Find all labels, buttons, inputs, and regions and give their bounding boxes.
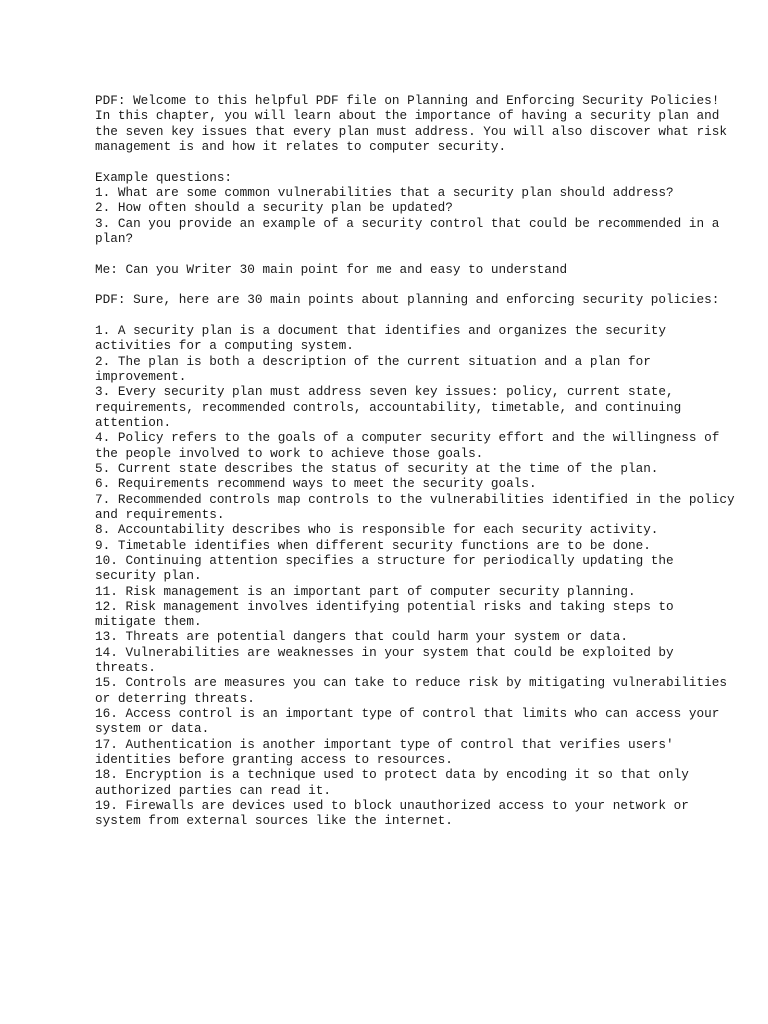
- main-point: 10. Continuing attention specifies a structure for periodically updating the security plan.: [95, 552, 682, 584]
- main-point: 13. Threats are potential dangers that could harm your system or data.: [95, 629, 628, 645]
- document-page: [95, 93, 743, 844]
- main-point: 15. Controls are measures you can take to reduce risk by mitigating vulnerabilities or deterring threats.: [95, 675, 735, 706]
- main-point: 3. Every security plan must address seven key issues: policy, current state, requirements, recommended controls, accountability, timetable, and continuing attention.: [95, 384, 689, 430]
- example-question: 2. How often should a security plan be updated?: [95, 200, 453, 216]
- main-point: 8. Accountability describes who is responsible for each security activity.: [95, 522, 659, 538]
- main-point: 9. Timetable identifies when different security functions are to be done.: [95, 537, 651, 553]
- me-prompt: Me: Can you Writer 30 main point for me and easy to understand: [95, 261, 568, 277]
- main-point: 6. Requirements recommend ways to meet the security goals.: [95, 476, 537, 492]
- main-point: 1. A security plan is a document that identifies and organizes the security activities for a computing system.: [95, 322, 674, 354]
- example-question: 1. What are some common vulnerabilities that a security plan should address?: [95, 184, 674, 200]
- main-point: 11. Risk management is an important part of computer security planning.: [95, 583, 636, 599]
- pdf-reply: PDF: Sure, here are 30 main points about planning and enforcing security policies:: [95, 292, 720, 308]
- example-question: 3. Can you provide an example of a security control that could be recommended in a plan?: [95, 215, 727, 246]
- examples-heading: Example questions:: [95, 169, 233, 185]
- main-point: 7. Recommended controls map controls to the vulnerabilities identified in the policy and requirements.: [95, 491, 743, 522]
- main-point: 16. Access control is an important type of control that limits who can access your system or data.: [95, 706, 727, 737]
- main-point: 2. The plan is both a description of the current situation and a plan for improvement.: [95, 353, 659, 384]
- main-point: 14. Vulnerabilities are weaknesses in your system that could be exploited by threats.: [95, 644, 682, 676]
- main-point: 17. Authentication is another important type of control that verifies users' identities before granting access to resources.: [95, 736, 682, 768]
- main-points-list: [95, 322, 743, 829]
- main-point: 4. Policy refers to the goals of a computer security effort and the willingness of the people involved to work to achieve those goals.: [95, 430, 727, 461]
- example-questions-list: [95, 185, 735, 246]
- main-point: 12. Risk management involves identifying potential risks and taking steps to mitigate them.: [95, 598, 682, 630]
- main-point: 5. Current state describes the status of security at the time of the plan.: [95, 460, 659, 476]
- main-point: 19. Firewalls are devices used to block unauthorized access to your network or system from external sources like the internet.: [95, 798, 697, 829]
- main-point: 18. Encryption is a technique used to protect data by encoding it so that only authorized parties can read it.: [95, 767, 697, 798]
- intro-paragraph: PDF: Welcome to this helpful PDF file on Planning and Enforcing Security Policies! In this chapter, you will learn about the importance of having a security plan and the seven key issues that every plan must address. You will also discover what risk management is and how it relates to computer security.: [95, 93, 735, 154]
